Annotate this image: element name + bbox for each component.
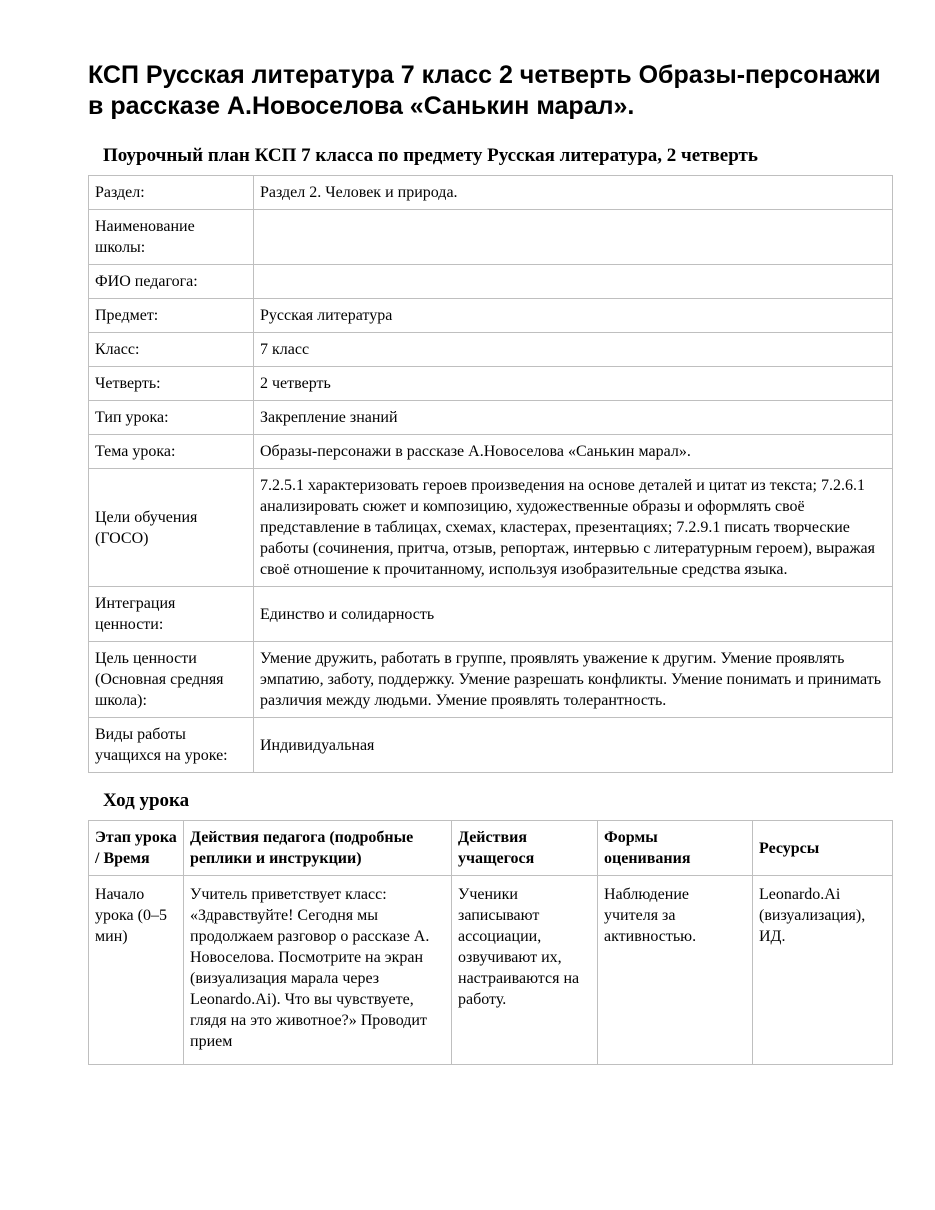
- flow-cell-resources: Leonardo.Ai (визуализация), ИД.: [753, 876, 893, 1065]
- info-value: 7.2.5.1 характеризовать героев произведения на основе деталей и цитат из текста; 7.2.6.1 анализировать сюжет и композицию, художественные образы и оформлять своё представление в таблицах, схемах, кластерах, презентациях; 7.2.9.1 писать творческие работы (сочинения, притча, отзыв, репортаж, интервью с литературным героем), выражая своё отношение к прочитанному, используя изобразительные средства языка.: [254, 469, 893, 587]
- info-key: ФИО педагога:: [89, 265, 254, 299]
- info-row: [89, 587, 893, 642]
- info-key: Раздел:: [89, 176, 254, 210]
- info-value: Индивидуальная: [254, 718, 893, 773]
- info-value: [254, 210, 893, 265]
- info-key: Тип урока:: [89, 401, 254, 435]
- info-row: [89, 469, 893, 587]
- info-key: Наименование школы:: [89, 210, 254, 265]
- info-row: [89, 210, 893, 265]
- info-row: [89, 299, 893, 333]
- info-row: [89, 642, 893, 718]
- column-header-student-actions: Действия учащегося: [452, 821, 598, 876]
- plan-heading: Поурочный план КСП 7 класса по предмету Русская литература, 2 четверть: [103, 145, 758, 166]
- column-header-teacher-actions: Действия педагога (подробные реплики и инструкции): [184, 821, 452, 876]
- flow-cell-assessment: Наблюдение учителя за активностью.: [598, 876, 753, 1065]
- info-key: Предмет:: [89, 299, 254, 333]
- info-value: Русская литература: [254, 299, 893, 333]
- info-value: Умение дружить, работать в группе, проявлять уважение к другим. Умение проявлять эмпатию, заботу, поддержку. Умение разрешать конфликты. Умение понимать и принимать различия между людьми. Умение проявлять толерантность.: [254, 642, 893, 718]
- info-value: [254, 265, 893, 299]
- info-key: Цели обучения (ГОСО): [89, 469, 254, 587]
- info-value: Закрепление знаний: [254, 401, 893, 435]
- flow-cell-teacher-actions: Учитель приветствует класс: «Здравствуйте! Сегодня мы продолжаем разговор о рассказе А. Новоселова. Посмотрите на экран (визуализация марала через Leonardo.Ai). Что вы чувствуете, глядя на это животное?» Проводит прием: [184, 876, 452, 1065]
- column-header-stage: Этап урока / Время: [89, 821, 184, 876]
- info-value: 7 класс: [254, 333, 893, 367]
- column-header-resources: Ресурсы: [753, 821, 893, 876]
- info-key: Виды работы учащихся на уроке:: [89, 718, 254, 773]
- info-key: Четверть:: [89, 367, 254, 401]
- info-row: [89, 401, 893, 435]
- info-value: Образы-персонажи в рассказе А.Новоселова «Санькин марал».: [254, 435, 893, 469]
- document-title: КСП Русская литература 7 класс 2 четверть Образы-персонажи в рассказе А.Новоселова «Санькин марал».: [88, 61, 881, 120]
- flow-heading: Ход урока: [103, 790, 190, 811]
- info-row: [89, 367, 893, 401]
- info-value: Единство и солидарность: [254, 587, 893, 642]
- info-row: [89, 718, 893, 773]
- column-header-assessment: Формы оценивания: [598, 821, 753, 876]
- info-value: Раздел 2. Человек и природа.: [254, 176, 893, 210]
- info-key: Цель ценности (Основная средняя школа):: [89, 642, 254, 718]
- flow-cell-student-actions: Ученики записывают ассоциации, озвучивают их, настраиваются на работу.: [452, 876, 598, 1065]
- lesson-flow-table: [88, 820, 893, 1065]
- info-row: [89, 435, 893, 469]
- info-value: 2 четверть: [254, 367, 893, 401]
- info-key: Класс:: [89, 333, 254, 367]
- info-key: Интеграция ценности:: [89, 587, 254, 642]
- flow-cell-stage: Начало урока (0–5 мин): [89, 876, 184, 1065]
- lesson-info-table: [88, 175, 893, 773]
- document-page: [88, 60, 893, 1065]
- info-row: [89, 176, 893, 210]
- flow-header-row: [89, 821, 893, 876]
- table-row: [89, 876, 893, 1065]
- info-key: Тема урока:: [89, 435, 254, 469]
- info-row: [89, 333, 893, 367]
- info-row: [89, 265, 893, 299]
